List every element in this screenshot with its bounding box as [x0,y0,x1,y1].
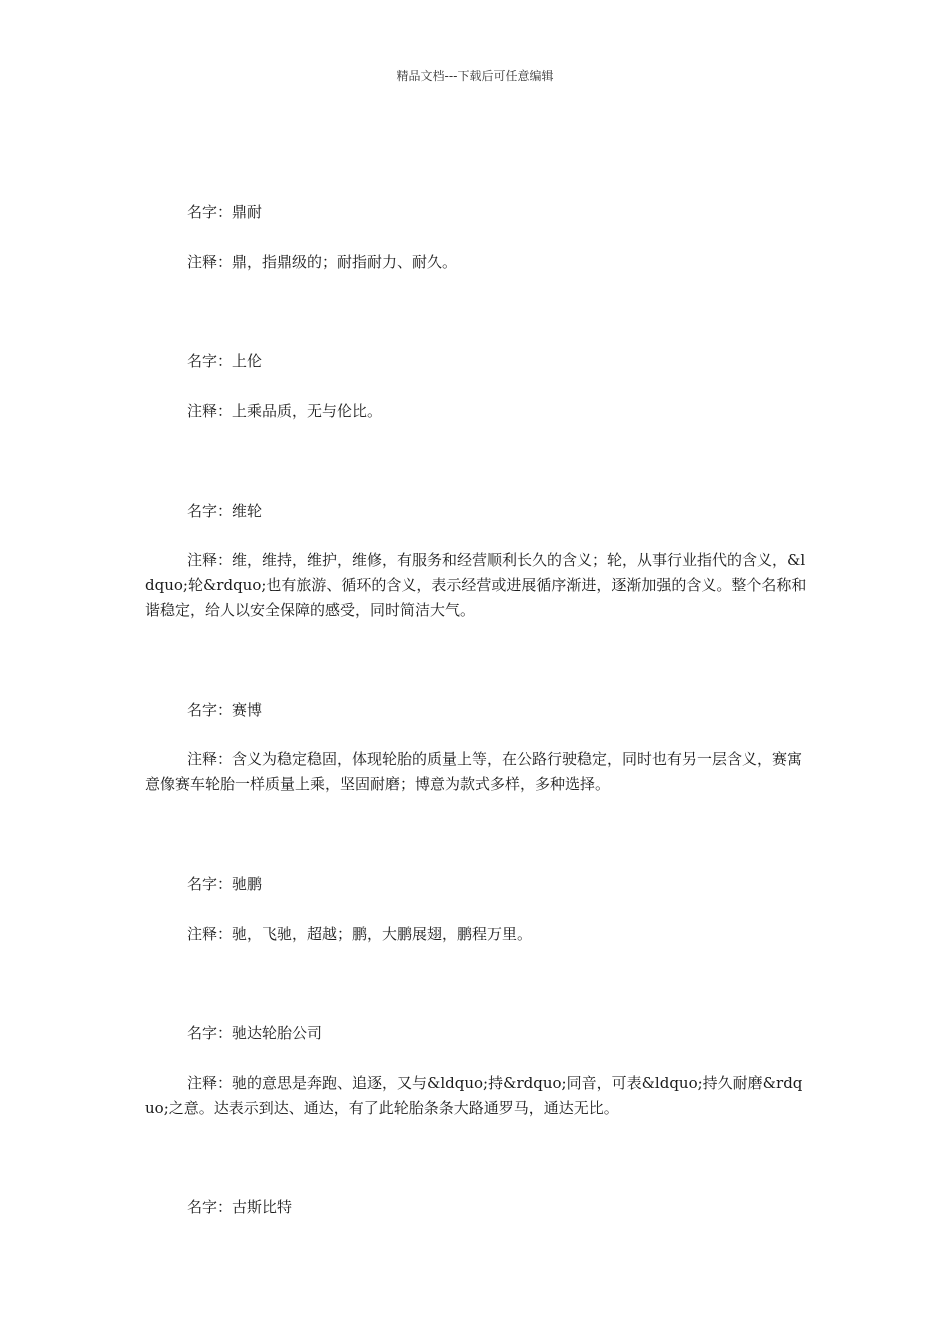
entry-note: 注释：驰，飞驰，超越；鹏，大鹏展翅，鹏程万里。 [187,925,533,943]
entry-name: 名字：古斯比特 [187,1198,293,1216]
entry-name: 名字：上伦 [187,352,263,370]
entry-name: 名字：赛博 [187,701,263,719]
entry-name: 名字：鼎耐 [187,203,263,221]
entry-name: 名字：驰达轮胎公司 [187,1024,323,1042]
entry-note: 注释：维，维持，维护，维修，有服务和经营顺利长久的含义；轮，从事行业指代的含义，&ldquo;轮&rdquo;也有旅游、循环的含义，表示经营或进展循序渐进，逐渐加强的含义。整个名称和谐稳定，给人以安全保障的感受，同时简洁大气。 [145,551,807,619]
entry-note: 注释：驰的意思是奔跑、追逐，又与&ldquo;持&rdquo;同音，可表&ldquo;持久耐磨&rdquo;之意。达表示到达、通达，有了此轮胎条条大路通罗马，通达无比。 [145,1074,803,1117]
entry-name: 名字：维轮 [187,502,263,520]
entry-note: 注释：含义为稳定稳固，体现轮胎的质量上等，在公路行驶稳定，同时也有另一层含义，赛寓意像赛车轮胎一样质量上乘，坚固耐磨；博意为款式多样，多种选择。 [145,750,803,793]
page-header: 精品文档---下载后可任意编辑 [396,69,554,83]
entry-name: 名字：驰鹏 [187,875,263,893]
entry-note: 注释：鼎，指鼎级的；耐指耐力、耐久。 [187,253,458,271]
entry-note: 注释：上乘品质，无与伦比。 [187,402,383,420]
